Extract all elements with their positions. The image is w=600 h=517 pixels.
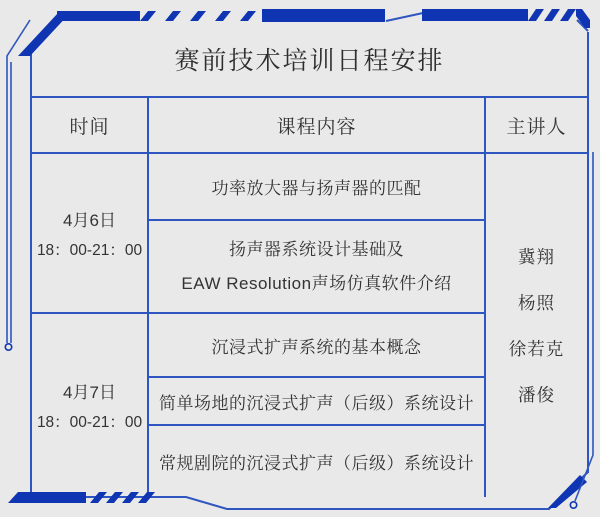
speaker-name-1: 冀翔 [518, 246, 555, 267]
course-2-line-1: 扬声器系统设计基础及 [229, 239, 404, 259]
day2-time: 18：00-21：00 [36, 414, 143, 431]
day1-date: 4月6日 [63, 211, 116, 230]
page-title: 赛前技术培训日程安排 [174, 47, 445, 75]
course-cell-1: 功率放大器与扬声器的匹配 [211, 179, 422, 198]
left-circuit-line [5, 20, 30, 350]
header-cell-time: 时间 [69, 116, 110, 138]
time-cell-day2 [31, 315, 148, 495]
speaker-name-4: 潘俊 [518, 384, 555, 405]
day2-date: 4月7日 [63, 383, 116, 402]
header-cell-content: 课程内容 [276, 116, 357, 138]
time-cell-day1 [31, 155, 148, 311]
table-border-top-joint [386, 13, 423, 21]
header-cell-speaker: 主讲人 [506, 116, 567, 138]
course-cell-4: 简单场地的沉浸式扩声（后级）系统设计 [159, 393, 474, 413]
course-cell-5: 常规剧院的沉浸式扩声（后级）系统设计 [159, 453, 474, 473]
left-node-circle [5, 344, 11, 350]
course-cell-3: 沉浸式扩声系统的基本概念 [211, 337, 422, 357]
course-cell-2 [148, 222, 485, 311]
course-2-line-2: EAW Resolution声场仿真软件介绍 [181, 273, 452, 293]
speaker-name-2: 杨照 [518, 292, 555, 313]
right-node-circle [570, 502, 576, 508]
day1-time: 18：00-21：00 [36, 242, 143, 259]
speaker-cell [485, 155, 588, 495]
speaker-name-3: 徐若克 [508, 338, 565, 359]
